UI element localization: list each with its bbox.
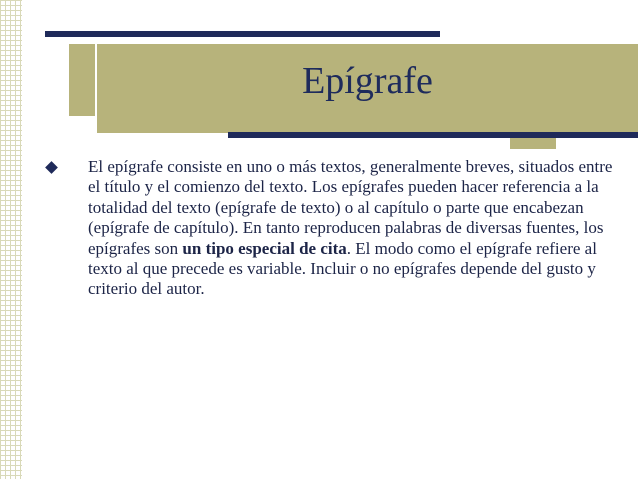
diamond-bullet-icon — [45, 161, 58, 174]
bottom-rule-line — [228, 132, 638, 138]
paragraph-text-after: . El modo como el epígrafe refiere al texto al que precede es variable. Incluir o no epígrafes depende del gusto y criterio del autor. — [88, 238, 597, 299]
top-rule-line — [45, 31, 440, 37]
decorative-grid-strip — [0, 0, 22, 479]
body-paragraph — [88, 157, 618, 300]
paragraph-text-before: El epígrafe consiste en uno o más textos, generalmente breves, situados entre el título y el comienzo del texto. Los epígrafes pueden hacer referencia a la totalidad del texto (epígrafe de texto) o al capítulo o parte que encabezan (epígrafe de capítulo). En tanto reproducen palabras de diversas fuentes, los epígrafes son — [88, 157, 613, 258]
paragraph-emphasis: un tipo especial de cita — [182, 238, 347, 258]
slide-title: Epígrafe — [302, 60, 433, 102]
accent-square-left — [69, 44, 95, 116]
